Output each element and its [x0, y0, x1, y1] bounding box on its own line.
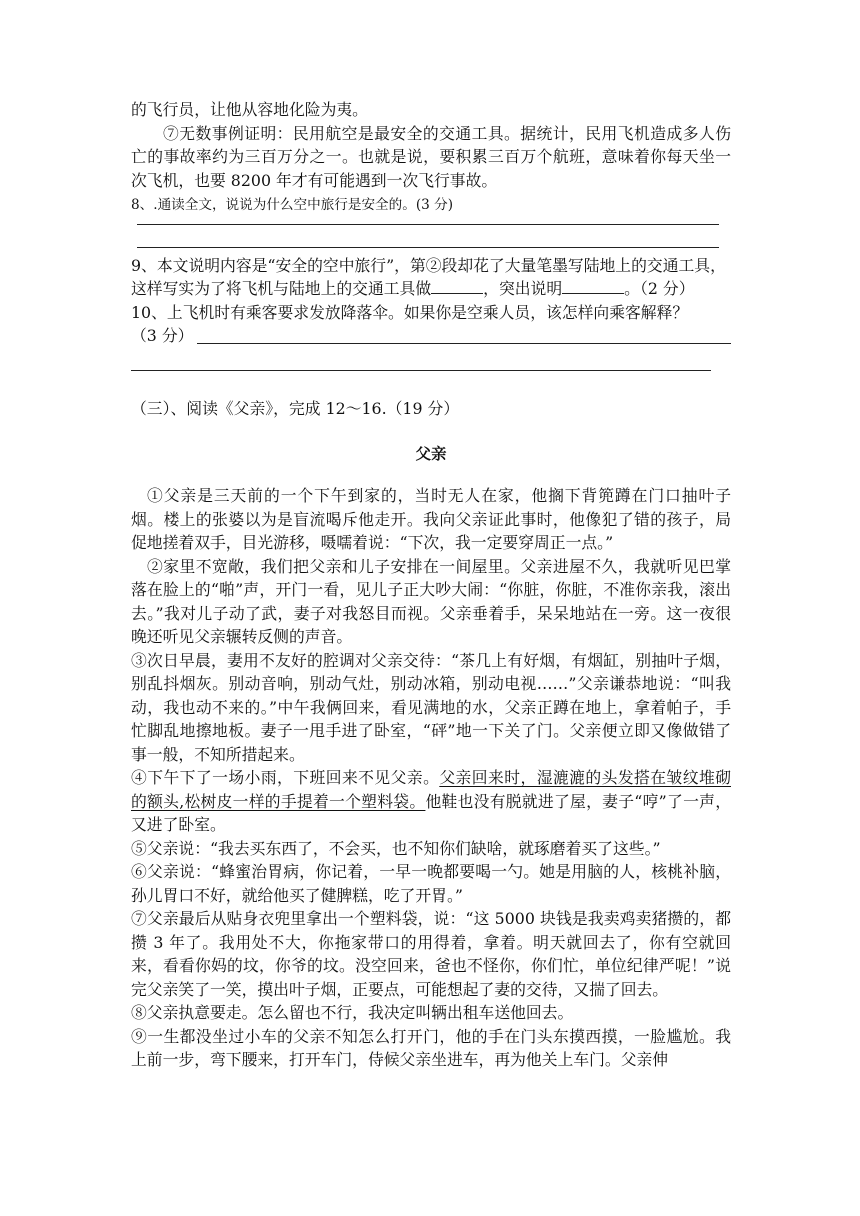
father-paragraph-3: ③次日早晨，妻用不友好的腔调对父亲交待：“茶几上有好烟，有烟缸，别抽叶子烟，别乱抖烟灰。别动音响，别动气灶，别动冰箱，别动电视……”父亲谦恭地说：“叫我动，我也动不来的。”中午我俩回来，看见满地的水，父亲正蹲在地上，拿着帕子，手忙脚乱地擦地板。妻子一甩手进了卧室，“砰”地一下关了门。父亲便立即又像做错了事一般，不知所措起来。 — [131, 650, 731, 764]
question-9-blank-2[interactable] — [562, 293, 624, 294]
question-9-blank-1[interactable] — [431, 293, 483, 294]
question-9 — [131, 254, 731, 301]
father-paragraph-2: ②家里不宽敞，我们把父亲和儿子安排在一间屋里。父亲进屋不久，我就听见巴掌落在脸上的“啪”声，开门一看，见儿子正大吵大闹：“你脏，你脏，不准你亲我，滚出去。”我对儿子动了武，妻子对我怒目而视。父亲垂着手，呆呆地站在一旁。这一夜很晚还听见父亲辗转反侧的声音。 — [131, 556, 731, 646]
answer-line-q10-1[interactable] — [197, 342, 731, 344]
answer-line-q8-2[interactable] — [137, 246, 719, 248]
section-3-heading: （三）、阅读《父亲》，完成 12～16.（19 分） — [131, 398, 460, 418]
father-paragraph-6: ⑥父亲说：“蜂蜜治胃病，你记着，一早一晚都要喝一勺。她是用脑的人，核桃补脑，孙儿胃口不好，就给他买了健脾糕，吃了开胃。” — [131, 862, 731, 905]
father-paragraph-5: ⑤父亲说：“我去买东西了，不会买，也不知你们缺啥，就琢磨着买了这些。” — [131, 838, 661, 858]
passage-line: 的飞行员，让他从容地化险为夷。 — [131, 100, 368, 119]
question-9-text-b: ，突出说明 — [483, 279, 563, 298]
father-paragraph-4-underlined: 父亲回来时，湿漉漉的头发搭在皱纹堆砌的额头,松树皮一样的手提着一个塑料袋。 — [131, 768, 731, 811]
father-paragraph-1: ①父亲是三天前的一个下午到家的，当时无人在家，他搁下背篼蹲在门口抽叶子烟。楼上的张婆以为是盲流喝斥他走开。我向父亲证此事时，他像犯了错的孩子，局促地搓着双手，目光游移，嗫嚅着说：“下次，我一定要穿周正一点。” — [131, 486, 731, 552]
question-10-score: （3 分） — [131, 326, 194, 345]
question-8: 8、.通读全文，说说为什么空中旅行是安全的。(3 分) — [131, 197, 454, 213]
question-9-text-c: 。（2 分） — [624, 279, 695, 298]
answer-line-q8-1[interactable] — [137, 223, 719, 225]
father-paragraph-8: ⑧父亲执意要走。怎么留也不行，我决定叫辆出租车送他回去。 — [131, 1003, 574, 1022]
question-10-score-row — [131, 324, 731, 348]
document-page — [131, 98, 731, 1072]
father-paragraph-4-text-b: 他鞋也没有脱就进了屋，妻子“哼”了一声，又进了卧室。 — [131, 791, 731, 834]
father-paragraph-7: ⑦父亲最后从贴身衣兜里拿出一个塑料袋，说：“这 5000 块钱是我卖鸡卖猪攒的，都攒 3 年了。我用处不大，你拖家带口的用得着，拿着。明天就回去了，你有空就回来，看看你妈的坟，你爷的坟。没空回来，爸也不怪你，你们忙，单位纪律严呢！”说完父亲笑了一笑，摸出叶子烟，正要点，可能想起了妻的交待，又揣了回去。 — [131, 909, 731, 999]
father-paragraph-9: ⑨一生都没坐过小车的父亲不知怎么打开门，他的手在门头东摸西摸，一脸尴尬。我上前一步，弯下腰来，打开车门，侍候父亲坐进车，再为他关上车门。父亲伸 — [131, 1026, 731, 1069]
answer-line-q10-2[interactable] — [131, 369, 711, 371]
question-9-text-a: 9、本文说明内容是“安全的空中旅行”，第②段却花了大量笔墨写陆地上的交通工具，这样写实为了将飞机与陆地上的交通工具做 — [131, 255, 726, 298]
passage-paragraph-7: ⑦无数事例证明：民用航空是最安全的交通工具。据统计，民用飞机造成多人伤亡的事故率约为三百万分之一。也就是说，要积累三百万个航班，意味着你每天坐一次飞机，也要 8200 年才有可能遇到一次飞行事故。 — [131, 123, 731, 190]
father-paragraph-4-text-a: ④下午下了一场小雨，下班回来不见父亲。 — [131, 768, 440, 787]
question-10: 10、上飞机时有乘客要求发放降落伞。如果你是空乘人员，该怎样向乘客解释？ — [131, 302, 689, 322]
passage-title: 父亲 — [415, 445, 447, 463]
father-paragraph-4 — [131, 766, 731, 837]
